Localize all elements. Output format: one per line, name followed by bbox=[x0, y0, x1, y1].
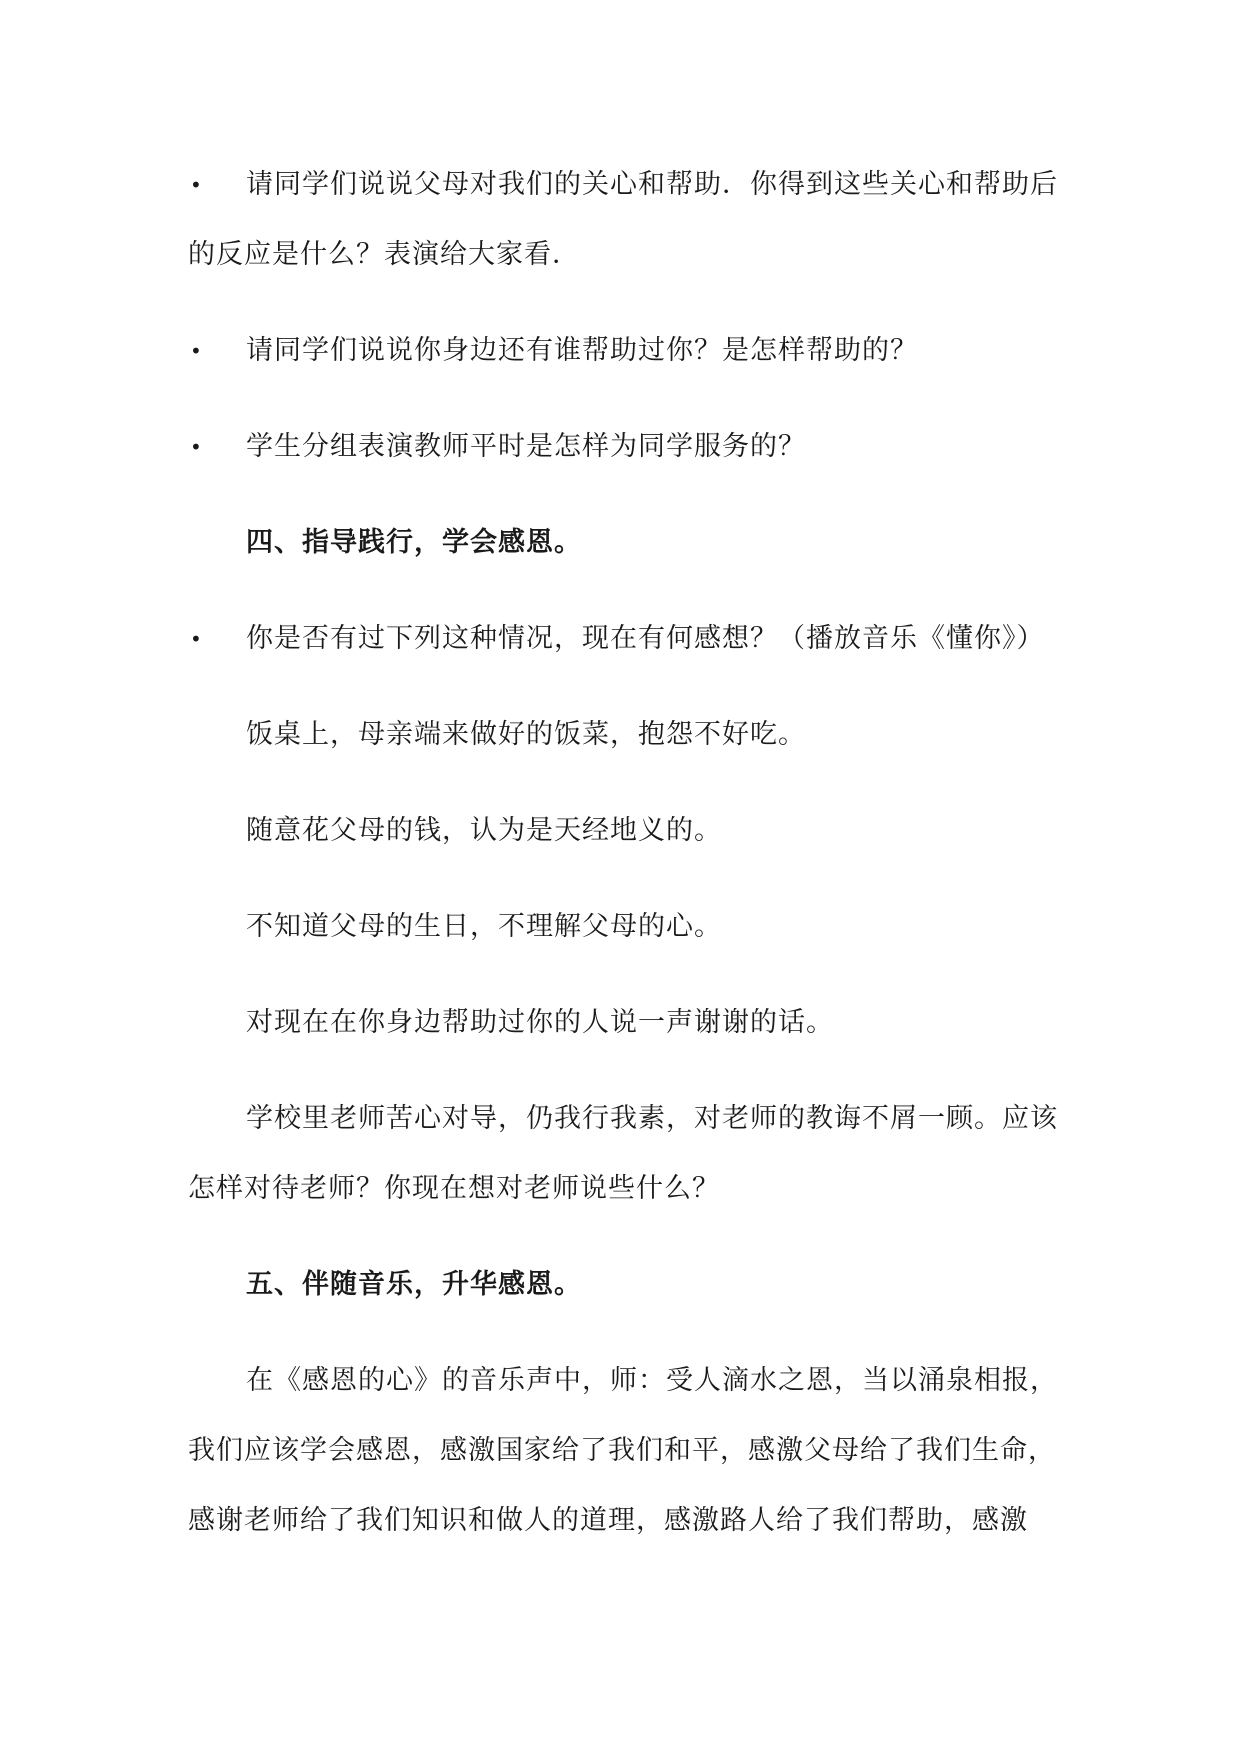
bullet-item-group-performance bbox=[188, 412, 1068, 482]
section-heading-five: 五、伴随音乐，升华感恩。 bbox=[246, 1269, 582, 1300]
spacer bbox=[188, 962, 1068, 988]
situation-paragraph: 学校里老师苦心对导，仍我行我素，对老师的教诲不屑一顾。应该怎样对待老师？你现在想对老师说些什么？ bbox=[188, 1103, 1058, 1204]
bullet-text: 请同学们说说你身边还有谁帮助过你？是怎样帮助的？ bbox=[246, 335, 918, 366]
spacer bbox=[188, 770, 1068, 796]
spacer bbox=[188, 578, 1068, 604]
bullet-item-parents-care bbox=[188, 150, 1068, 290]
situation-paragraph: 饭桌上，母亲端来做好的饭菜，抱怨不好吃。 bbox=[246, 719, 806, 750]
section-heading-four: 四、指导践行，学会感恩。 bbox=[246, 527, 582, 558]
bullet-item-reflection bbox=[188, 604, 1068, 674]
document-body bbox=[188, 150, 1068, 1556]
spacer bbox=[188, 482, 1068, 508]
bullet-icon: • bbox=[190, 627, 203, 651]
spacer bbox=[188, 1058, 1068, 1084]
spacer bbox=[188, 1224, 1068, 1250]
spacer bbox=[188, 386, 1068, 412]
situation-paragraph: 随意花父母的钱，认为是天经地义的。 bbox=[246, 815, 722, 846]
bullet-text: 请同学们说说父母对我们的关心和帮助．你得到这些关心和帮助后的反应是什么？表演给大家看． bbox=[188, 169, 1058, 270]
spacer bbox=[188, 866, 1068, 892]
situation-paragraph: 不知道父母的生日，不理解父母的心。 bbox=[246, 911, 722, 942]
spacer bbox=[188, 290, 1068, 316]
bullet-icon: • bbox=[190, 173, 203, 197]
bullet-icon: • bbox=[190, 339, 203, 363]
spacer bbox=[188, 1320, 1068, 1346]
bullet-item-who-helped bbox=[188, 316, 1068, 386]
situation-paragraph: 对现在在你身边帮助过你的人说一声谢谢的话。 bbox=[246, 1007, 834, 1038]
bullet-text: 你是否有过下列这种情况，现在有何感想？（播放音乐《懂你》） bbox=[246, 623, 1045, 654]
spacer bbox=[188, 674, 1068, 700]
bullet-icon: • bbox=[190, 435, 203, 459]
closing-paragraph: 在《感恩的心》的音乐声中，师：受人滴水之恩，当以涌泉相报，我们应该学会感恩，感激国家给了我们和平，感激父母给了我们生命，感谢老师给了我们知识和做人的道理，感激路人给了我们帮助，感激 bbox=[188, 1365, 1058, 1536]
bullet-text: 学生分组表演教师平时是怎样为同学服务的？ bbox=[246, 431, 806, 462]
